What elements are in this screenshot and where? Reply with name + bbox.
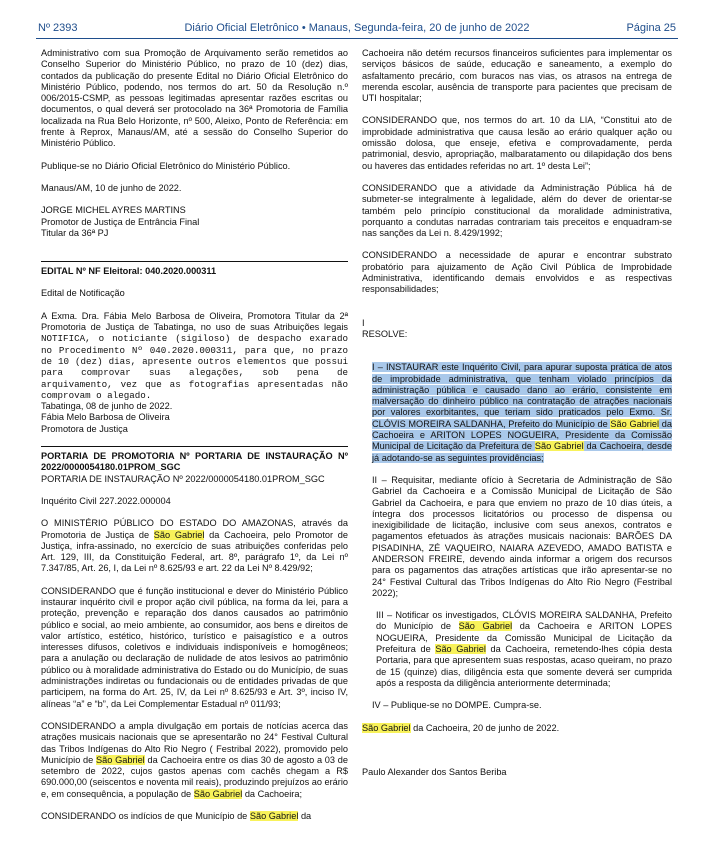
closing-date: São Gabriel da Cachoeira, 20 de junho de 2022. — [362, 722, 560, 733]
considerando-apurar: CONSIDERANDO a necessidade de apurar e encontrar substrato probatório para ajuizamento de Ação Civil Pública de Improbidade Administrativa, identificando demais envolvidos e as respectivas responsabilidades; — [362, 250, 672, 295]
date-line: Manaus/AM, 10 de junho de 2022. — [41, 182, 182, 193]
section-divider — [41, 446, 348, 447]
highlighted-term: São Gabriel — [249, 811, 299, 822]
edital-body: A Exma. Dra. Fábia Melo Barbosa de Oliveira, Promotora Titular da 2ª Promotoria de Justiça de Tabatinga, no uso de suas Atribuições legais NOTIFICA, o noticiante (sigiloso) de despacho exarado no Procedimento Nº 040.2020.000311, para que, no prazo de 10 (dez) dias, apresente outros elementos que possui para comprovar suas alegações, sob pena de arquivamento, vez que as fotografias apresentadas não comprovam o alegado. — [41, 310, 348, 401]
signer-title: Titular da 36ª PJ — [41, 227, 109, 238]
item-ii-requisitar: II – Requisitar, mediante ofício à Secretaria de Administração de São Gabriel da Cachoeira e a Comissão Municipal de Licitação de São Gabriel da Cachoeira, e para que enviem no prazo de 10 dias úteis, a íntegra dos processos licitatórios ou processo de dispensa ou inexigibilidade de licitação, inclusive com seus anexos, contratos e pagamentos efetuados às atrações musicais nacionais: BARÕES DA PISADINHA, ZÉ VAQUEIRO, NAIARA AZEVEDO, AMADO BATISTA e ANDERSON FREIRE, devendo ainda informar a origem dos recursos para os pagamentos das atrações artísticas que irão apresentar-se no 24° Festival Cultural das Tribos Indígenas do Alto Rio Negro (Festribal 2022); — [372, 474, 672, 598]
edital-date: Tabatinga, 08 de junho de 2022. — [41, 401, 173, 412]
portaria-heading: PORTARIA DE PROMOTORIA Nº PORTARIA DE INSTAURAÇÃO Nº 2022/0000054180.01PROM_SGC — [41, 451, 348, 473]
resolve-label: RESOLVE: — [362, 328, 408, 339]
highlighted-term: São Gabriel — [610, 418, 660, 429]
highlighted-term: São Gabriel — [435, 644, 486, 655]
highlighted-term: São Gabriel — [153, 529, 205, 540]
closing-signer: Paulo Alexander dos Santos Beriba — [362, 766, 507, 777]
roman-marker: I — [362, 317, 365, 328]
journal-title: Diário Oficial Eletrônico • Manaus, Segunda-feira, 20 de junho de 2022 — [184, 22, 530, 34]
page-number: Página 25 — [626, 22, 676, 34]
highlighted-term: São Gabriel — [458, 621, 513, 632]
edital-heading: EDITAL Nº NF Eleitoral: 040.2020.000311 — [41, 266, 217, 277]
highlighted-term: São Gabriel — [534, 441, 584, 452]
section-divider — [41, 261, 348, 262]
highlighted-term: São Gabriel — [193, 788, 243, 799]
considerando-2: CONSIDERANDO a ampla divulgação em portais de notícias acerca das atrações musicais nacionais que se apresentarão no 24° Festival Cultural das Tribos Indígenas do Alto Rio Negro ( Festribal 2022), promovido pelo Município de São Gabriel da Cachoeira entre os dias 30 de agosto a 03 de setembro de 2022, cujos gastos apenas com cachês chegam a R$ 690.000,00 (seiscentos e noventa mil reais), produzindo prejuízos ao erário e, em consequência, a população de São Gabriel da Cachoeira; — [41, 720, 348, 799]
considerando-1: CONSIDERANDO que é função institucional e dever do Ministério Público instaurar inquérito civil e propor ação civil pública, na forma da lei, para a proteção, prevenção e reparação dos danos causados ao patrimônio público e social, ao meio ambiente, ao consumidor, aos bens e direitos de valor artístico, estético, histórico, turístico e paisagístico e a outros interesses difusos, coletivos e individuais indisponíveis e homogêneos; para a anulação ou declaração de nulidade de atos lesivos ao patrimônio público ou à moralidade administrativa do Estado ou do Município, de suas administrações indiretas ou fundacionais ou de entidades privadas de que participem, na forma do Art. 25, IV, da Lei nº 8.625/93 e Art. 3º, inciso IV, alíneas “a” e “b”, da Lei Complementar Estadual nº 011/93; — [41, 585, 348, 709]
considerando-lia: CONSIDERANDO que, nos termos do art. 10 da LIA, “Constitui ato de improbidade administrativa que causa lesão ao erário qualquer ação ou omissão dolosa, que enseje, efetiva e comprovadamente, perda patrimonial, desvio, apropriação, malbaratamento ou dilapidação dos bens ou haveres das entidades referidas no art. 1º desta Lei”; — [362, 115, 672, 171]
left-column — [41, 48, 348, 822]
mp-paragraph: O MINISTÉRIO PÚBLICO DO ESTADO DO AMAZONAS, através da Promotoria de Justiça de São Gabriel da Cachoeira, pelo Promotor de Justiça, infra-assinado, no exercício de suas atribuições conferidas pelo Art. 129, III, da Constituição Federal, art. 8º, parágrafo 1º, da Lei nº 7.347/85, Art. 26, I, da Lei nº 8.625/93 e art. 22 da Lei Nº 8.429/92; — [41, 518, 348, 574]
item-iii-notificar: III – Notificar os investigados, CLÓVIS MOREIRA SALDANHA, Prefeito do Município de São Gabriel da Cachoeira e ARITON LOPES NOGUEIRA, Presidente da Comissão Municipal de Licitação da Prefeitura de São Gabriel da Cachoeira, remetendo-lhes cópia desta Portaria, para que apresentem suas respostas, acaso queiram, no prazo de 15 (quinze) dias, diligência esta que somente deverá ser cumprida após a resposta da diligência anteriormente determinada; — [376, 610, 672, 688]
publique-se-line: Publique-se no Diário Oficial Eletrônico do Ministério Público. — [41, 160, 291, 171]
edital-subtitle: Edital de Notificação — [41, 288, 125, 299]
considerando-3: CONSIDERANDO os indícios de que Município de São Gabriel da — [41, 811, 312, 822]
continuation-paragraph: Cachoeira não detém recursos financeiros suficientes para implementar os serviços básicos de saúde, educação e saneamento, a exemplo do asfaltamento precário, com buracos nas vias, os atrasos na entrega de merenda escolar, ausência de transporte para pacientes que precisam de UTI hospitalar; — [362, 48, 672, 104]
considerando-legalidade: CONSIDERANDO que a atividade da Administração Pública há de submeter-se integralmente à legalidade, além do dever de orientar-se também pelo princípio constitucional da moralidade administrativa, porquanto a condutas narradas contrariam tais preceitos e enquadram-se nas sanções da Lei n. 8.429/1992; — [362, 182, 672, 239]
inquerito-number: Inquérito Civil 227.2022.000004 — [41, 495, 171, 506]
arquivamento-paragraph: Administrativo com sua Promoção de Arquivamento serão remetidos ao Conselho Superior do Ministério Público, no prazo de 10 (dez) dias, contados da publicação do presente Edital no Diário Oficial Eletrônico do Ministério Público, podendo, nos termos do art. 50 da Resolução n.º 006/2015-CSMP, as pessoas legitimadas apresentar razões escritas ou documentos, o qual deverá ser protocolado na 36ª Promotoria de Família localizada na Rua Belo Horizonte, nº 500, Aleixo, Ponto de Referência: em frente à Reprox, Manaus/AM, até a sessão do Conselho Superior do Ministério Público. — [41, 48, 348, 149]
signer-role: Promotor de Justiça de Entrância Final — [41, 216, 200, 227]
signer-name: JORGE MICHEL AYRES MARTINS — [41, 205, 186, 216]
item-iv-publique: IV – Publique-se no DOMPE. Cumpra-se. — [372, 700, 542, 711]
edition-number: Nº 2393 — [38, 22, 78, 34]
highlighted-term: São Gabriel — [96, 754, 145, 765]
portaria-subtitle: PORTARIA DE INSTAURAÇÃO Nº 2022/0000054180.01PROM_SGC — [41, 473, 325, 484]
selected-text[interactable]: I – INSTAURAR este Inquérito Civil, para apurar suposta prática de atos de improbidade administrativa, que tenham violado princípios da administração pública e causado dano ao erário, consistente em malversação do dinheiro público na contratação de atrações nacionais por valores exorbitantes, que teriam sido praticados pelo Exmo. Sr. CLÓVIS MOREIRA SALDANHA, Prefeito do Município de São Gabriel da Cachoeira e ARITON LOPES NOGUEIRA, Presidente da Comissão Municipal de Licitação da Prefeitura de São Gabriel da Cachoeira, desde já adotando-se as seguintes providências; — [372, 362, 672, 463]
edital-signer-role: Promotora de Justiça — [41, 423, 128, 434]
page-header — [36, 20, 678, 39]
edital-signer: Fábia Melo Barbosa de Oliveira — [41, 412, 170, 423]
highlighted-term: São Gabriel — [362, 722, 411, 733]
right-column — [362, 48, 672, 778]
item-i-instaurar[interactable] — [362, 362, 672, 464]
